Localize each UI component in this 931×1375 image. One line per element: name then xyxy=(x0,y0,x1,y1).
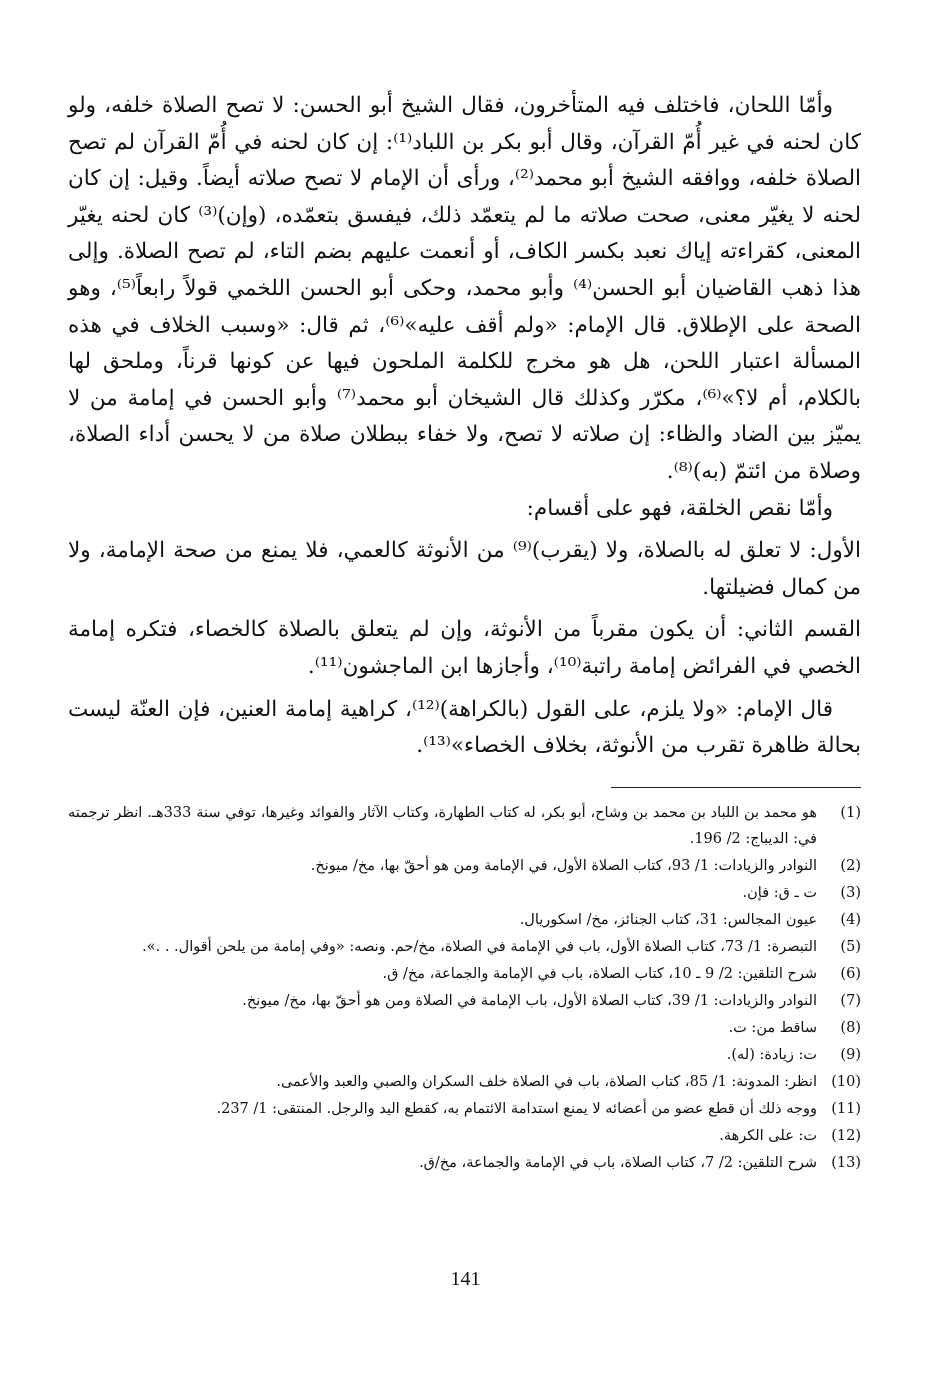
footnote-number: (4) xyxy=(840,912,861,929)
footnote-item xyxy=(68,961,861,988)
footnote-number: (13) xyxy=(831,1155,861,1172)
footnote-number: (11) xyxy=(831,1101,861,1118)
footnote-number: (2) xyxy=(840,858,861,875)
footnote-number: (5) xyxy=(840,939,861,956)
footnote-number: (6) xyxy=(840,966,861,983)
footnote-text: هو محمد بن اللباد بن محمد بن وشاح، أبو بكر، له كتاب الطهارة، وكتاب الآثار والفوائد وغيرها، توفي سنة 333هـ. انظر ترجمته في: الديباج: 2/ 196. xyxy=(68,804,818,848)
footnote-text: انظر: المدونة: 1/ 85، كتاب الصلاة، باب في الصلاة خلف السكران والصبي والعبد والأعمى. xyxy=(276,1074,817,1091)
footnote-item xyxy=(68,1096,861,1123)
footnote-item xyxy=(68,880,861,907)
footnote-text: النوادر والزيادات: 1/ 93، كتاب الصلاة الأول، في الإمامة ومن هو أحقّ بها، مخ/ ميونخ. xyxy=(310,858,817,875)
footnote-text: شرح التلقين: 2/ 7، كتاب الصلاة، باب في الإمامة والجماعة، مخ/ق. xyxy=(419,1155,817,1172)
paragraph-first-section: الأول: لا تعلق له بالصلاة، ولا (يقرب)⁽⁹⁾ من الأنوثة كالعمي، فلا يمنع من صحة الإمامة، ولا من كمال فضيلتها. xyxy=(68,538,861,600)
footnote-item xyxy=(68,1015,861,1042)
footnote-item xyxy=(68,1150,861,1177)
footnote-text: شرح التلقين: 2/ 9 ـ 10، كتاب الصلاة، باب في الإمامة والجماعة، مخ/ ق. xyxy=(382,966,817,983)
footnote-item xyxy=(68,800,861,853)
footnote-number: (1) xyxy=(840,804,861,821)
paragraph-second-section: القسم الثاني: أن يكون مقرباً من الأنوثة، وإن لم يتعلق بالصلاة كالخصاء، فتكره إمامة الخصي في الفرائض إمامة راتبة⁽¹⁰⁾، وأجازها ابن الماجشون⁽¹¹⁾. xyxy=(68,617,862,679)
paragraph-lahhan: وأمّا اللحان، فاختلف فيه المتأخرون، فقال الشيخ أبو الحسن: لا تصح الصلاة خلفه، ولو كان لحنه في غير أُمّ القرآن، وقال أبو بكر بن اللباد⁽¹⁾: إن كان لحنه في أُمّ القرآن لم تصح الصلاة خلفه، ووافقه الشيخ أبو محمد⁽²⁾، ورأى أن الإمام لا تصح صلاته أيضاً. وقيل: إن كان لحنه لا يغيّر معنى، صحت صلاته ما لم يتعمّد ذلك، فيفسق بتعمّده، (وإن)⁽³⁾ كان لحنه يغيّر المعنى، كقراءته إياك نعبد بكسر الكاف، أو أنعمت عليهم بضم التاء، لم تصح الصلاة. وإلى هذا ذهب القاضيان أبو الحسن⁽⁴⁾ وأبو محمد، وحكى أبو الحسن اللخمي قولاً رابعاً⁽⁵⁾، وهو الصحة على الإطلاق. قال الإمام: «ولم أقف عليه»⁽⁶⁾، ثم قال: «وسبب الخلاف في هذه المسألة اعتبار اللحن، هل هو مخرج للكلمة الملحون فيها عن كونها قرناً، وملحق لها بالكلام، أم لا؟»⁽⁶⁾، مكرّر وكذلك قال الشيخان أبو محمد⁽⁷⁾ وأبو الحسن في إمامة من لا يميّز بين الضاد والظاء: إن صلاته لا تصح، ولا خفاء ببطلان صلاة من لا يحسن أداء الصلاة، وصلاة من ائتمّ (به)⁽⁸⁾. xyxy=(68,93,862,484)
page-number: 141 xyxy=(450,1268,481,1290)
main-text xyxy=(68,88,861,765)
footnote-number: (3) xyxy=(840,885,861,902)
footnote-item xyxy=(68,1123,861,1150)
footnote-item xyxy=(68,853,861,880)
footnote-text: عيون المجالس: 31، كتاب الجنائز، مخ/ اسكوريال. xyxy=(519,912,817,929)
paragraph-imam-quote: قال الإمام: «ولا يلزم، على القول (بالكراهة)⁽¹²⁾، كراهية إمامة العنين، فإن العنّة ليست بحالة ظاهرة تقرب من الأنوثة، بخلاف الخصاء»⁽¹³⁾. xyxy=(68,696,861,759)
footnote-item xyxy=(68,907,861,934)
footnote-item xyxy=(68,934,861,961)
footnote-text: النوادر والزيادات: 1/ 39، كتاب الصلاة الأول، باب الإمامة في الصلاة ومن هو أحقّ بها، مخ/ ميونخ. xyxy=(242,993,817,1010)
footnote-number: (7) xyxy=(840,993,861,1010)
footnote-text: ت: على الكرهة. xyxy=(719,1128,817,1145)
footnote-number: (9) xyxy=(840,1047,861,1064)
footnote-text: ت ـ ق: فإن. xyxy=(742,885,817,902)
footnote-item xyxy=(68,1042,861,1069)
footnote-number: (8) xyxy=(840,1020,861,1037)
footnote-item xyxy=(68,1069,861,1096)
footnotes xyxy=(68,800,861,1177)
paragraph-naqs-alkhilqa: وأمّا نقص الخلقة، فهو على أقسام: xyxy=(526,495,833,521)
footnote-item xyxy=(68,988,861,1015)
footnote-text: ساقط من: ت. xyxy=(728,1020,817,1037)
footnote-text: ت: زيادة: (له). xyxy=(726,1047,817,1064)
footnote-number: (10) xyxy=(831,1074,861,1091)
footnote-text: التبصرة: 1/ 73، كتاب الصلاة الأول، باب في الإمامة في الصلاة، مخ/حم. ونصه: «وفي إمامة من يلحن أقوال. . .». xyxy=(142,939,817,956)
footnote-text: ووجه ذلك أن قطع عضو من أعضائه لا يمنع استدامة الائتمام به، كقطع اليد والرجل. المنتقى: 1/ 237. xyxy=(216,1101,817,1118)
footnote-number: (12) xyxy=(831,1128,861,1145)
footnote-separator xyxy=(611,787,861,788)
